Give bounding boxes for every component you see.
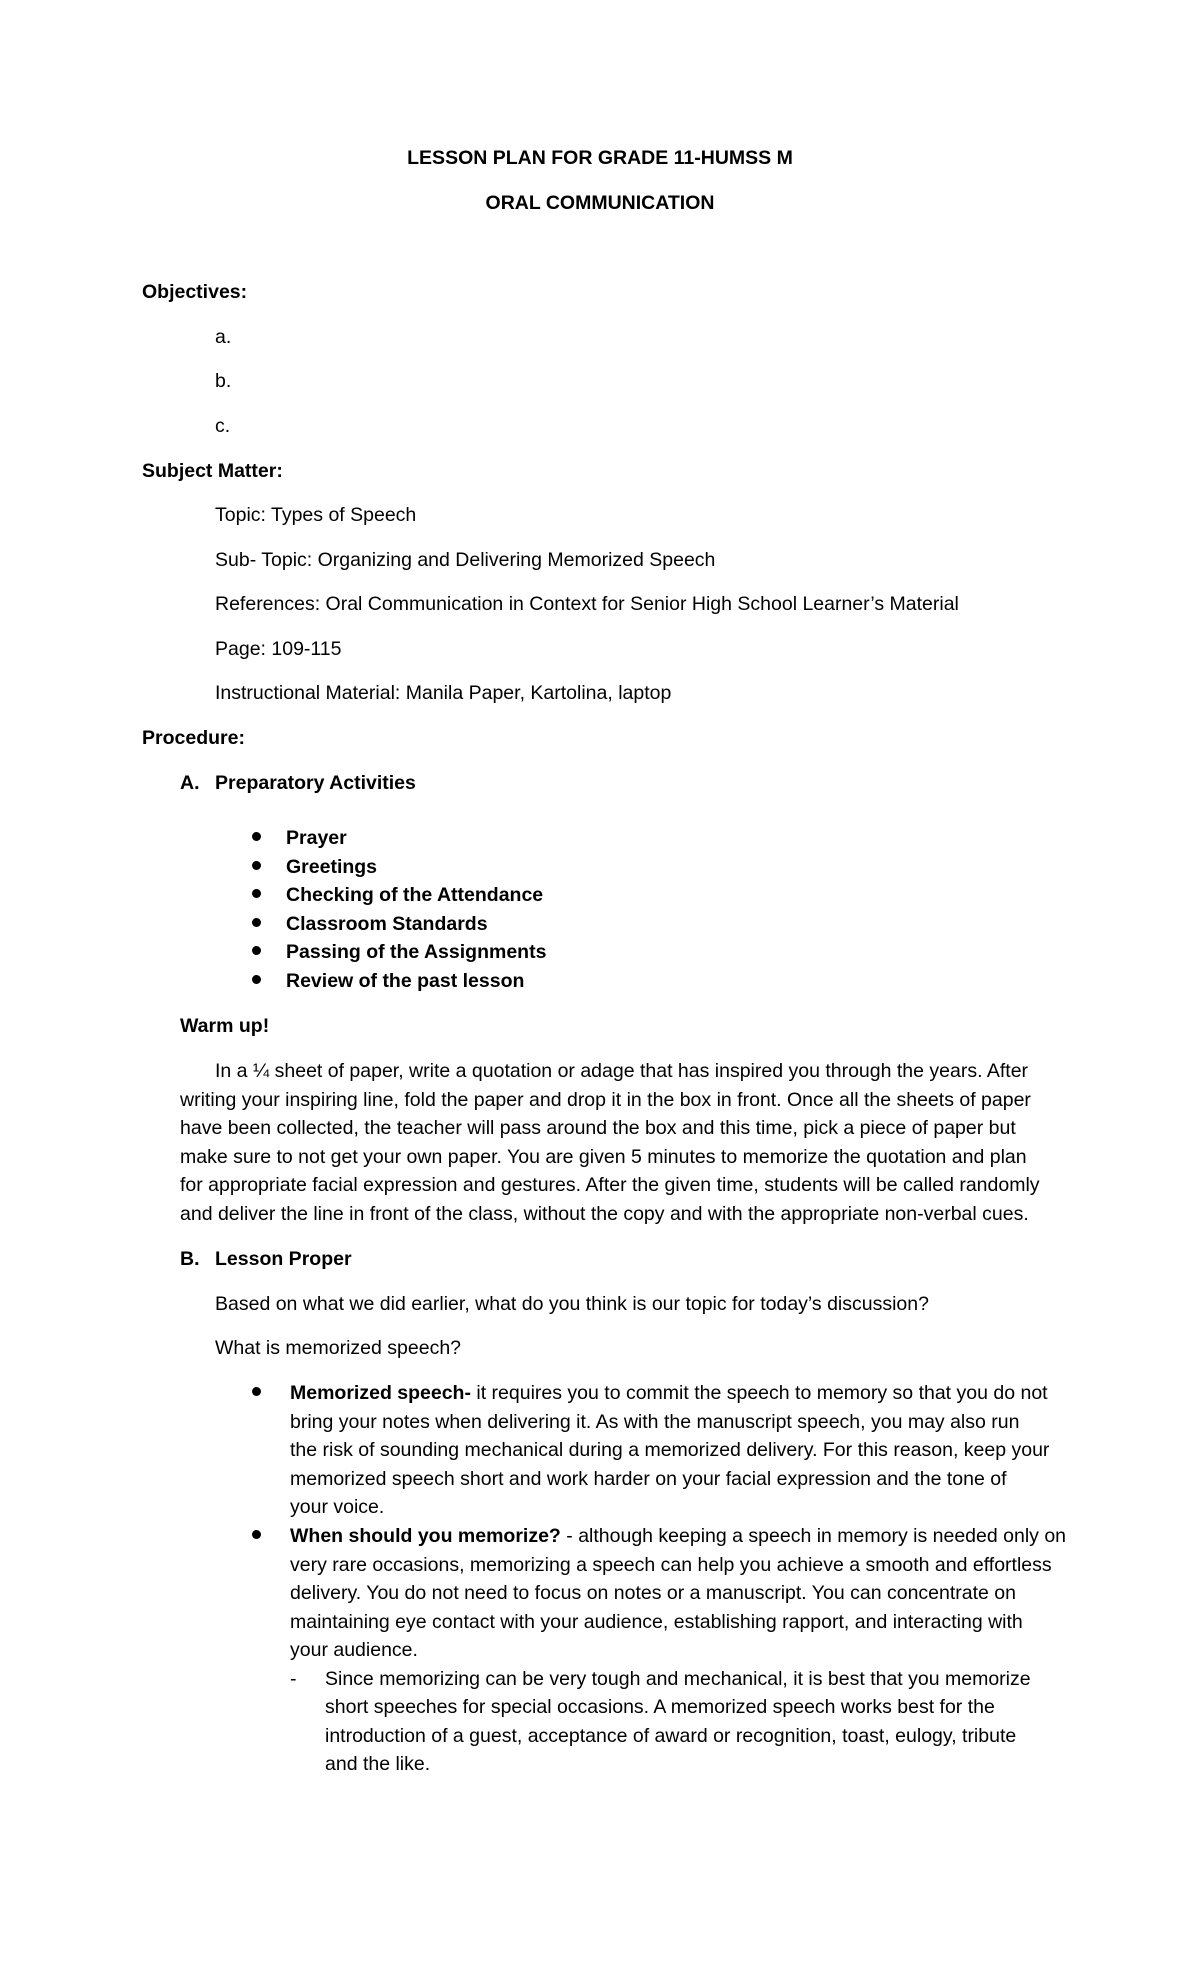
list-item: Review of the past lesson [286, 970, 525, 992]
bullet-first-line [290, 1381, 1048, 1405]
section-a-letter: A. [180, 772, 200, 794]
references-line: References: Oral Communication in Context for Senior High School Learner’s Material [215, 593, 959, 615]
list-item: Prayer [286, 827, 347, 849]
instructional-material-line: Instructional Material: Manila Paper, Kartolina, laptop [215, 682, 672, 704]
dash-marker: - [290, 1668, 297, 1690]
page-range-line: Page: 109-115 [215, 638, 342, 660]
list-item: Passing of the Assignments [286, 941, 547, 963]
bullet-text: - although keeping a speech in memory is needed only on [560, 1525, 1067, 1547]
subitem-line: introduction of a guest, acceptance of award or recognition, toast, eulogy, tribute [325, 1725, 1017, 1747]
bullet-line: memorized speech short and work harder on your facial expression and the tone of [290, 1468, 1007, 1490]
bullet-text: it requires you to commit the speech to memory so that you do not [470, 1382, 1048, 1404]
objective-b: b. [215, 370, 232, 392]
warmup-line: make sure to not get your own paper. You are given 5 minutes to memorize the quotation and plan [180, 1146, 1027, 1168]
subitem-line: Since memorizing can be very tough and mechanical, it is best that you memorize [325, 1668, 1031, 1690]
section-a-title: Preparatory Activities [215, 772, 416, 794]
subtopic-line: Sub- Topic: Organizing and Delivering Memorized Speech [215, 549, 716, 571]
bullet-dot-icon [252, 918, 261, 927]
objective-a: a. [215, 326, 232, 348]
bullet-line: very rare occasions, memorizing a speech can help you achieve a smooth and effortless [290, 1554, 1052, 1576]
list-item: Classroom Standards [286, 913, 488, 935]
bullet-line: your voice. [290, 1496, 385, 1518]
section-b-letter: B. [180, 1248, 200, 1270]
bullet-line: the risk of sounding mechanical during a memorized delivery. For this reason, keep your [290, 1439, 1050, 1461]
warmup-line: In a ¼ sheet of paper, write a quotation or adage that has inspired you through the years. After [215, 1060, 1029, 1082]
question-topic: Based on what we did earlier, what do you think is our topic for today’s discussion? [215, 1293, 929, 1315]
page-subtitle: ORAL COMMUNICATION [485, 192, 715, 214]
term-when-to-memorize: When should you memorize? [290, 1525, 561, 1547]
list-item: Checking of the Attendance [286, 884, 544, 906]
topic-line: Topic: Types of Speech [215, 504, 417, 526]
bullet-dot-icon [252, 946, 261, 955]
list-item: Greetings [286, 856, 378, 878]
page-title: LESSON PLAN FOR GRADE 11-HUMSS M [407, 147, 793, 169]
bullet-line: your audience. [290, 1639, 418, 1661]
subitem-line: and the like. [325, 1753, 431, 1775]
bullet-line: maintaining eye contact with your audience, establishing rapport, and interacting with [290, 1611, 1023, 1633]
question-memorized-speech: What is memorized speech? [215, 1337, 462, 1359]
bullet-dot-icon [252, 832, 261, 841]
bullet-dot-icon [252, 975, 261, 984]
warmup-line: for appropriate facial expression and gestures. After the given time, students will be called randomly [180, 1174, 1040, 1196]
term-memorized-speech: Memorized speech- [290, 1382, 471, 1404]
warmup-line: writing your inspiring line, fold the paper and drop it in the box in front. Once all the sheets of paper [180, 1089, 1031, 1111]
warmup-heading: Warm up! [180, 1015, 270, 1037]
warmup-line: have been collected, the teacher will pass around the box and this time, pick a piece of paper but [180, 1117, 1016, 1139]
section-b-title: Lesson Proper [215, 1248, 352, 1270]
bullet-line: bring your notes when delivering it. As with the manuscript speech, you may also run [290, 1411, 1020, 1433]
bullet-line: delivery. You do not need to focus on notes or a manuscript. You can concentrate on [290, 1582, 1016, 1604]
subitem-line: short speeches for special occasions. A memorized speech works best for the [325, 1696, 995, 1718]
bullet-dot-icon [252, 889, 261, 898]
subject-matter-heading: Subject Matter: [142, 460, 283, 482]
objectives-heading: Objectives: [142, 281, 248, 303]
warmup-line: and deliver the line in front of the class, without the copy and with the appropriate non-verbal cues. [180, 1203, 1029, 1225]
bullet-first-line [290, 1524, 1066, 1548]
bullet-dot-icon [252, 861, 261, 870]
objective-c: c. [215, 415, 231, 437]
procedure-heading: Procedure: [142, 727, 245, 749]
bullet-dot-icon [252, 1530, 261, 1539]
bullet-dot-icon [252, 1387, 261, 1396]
